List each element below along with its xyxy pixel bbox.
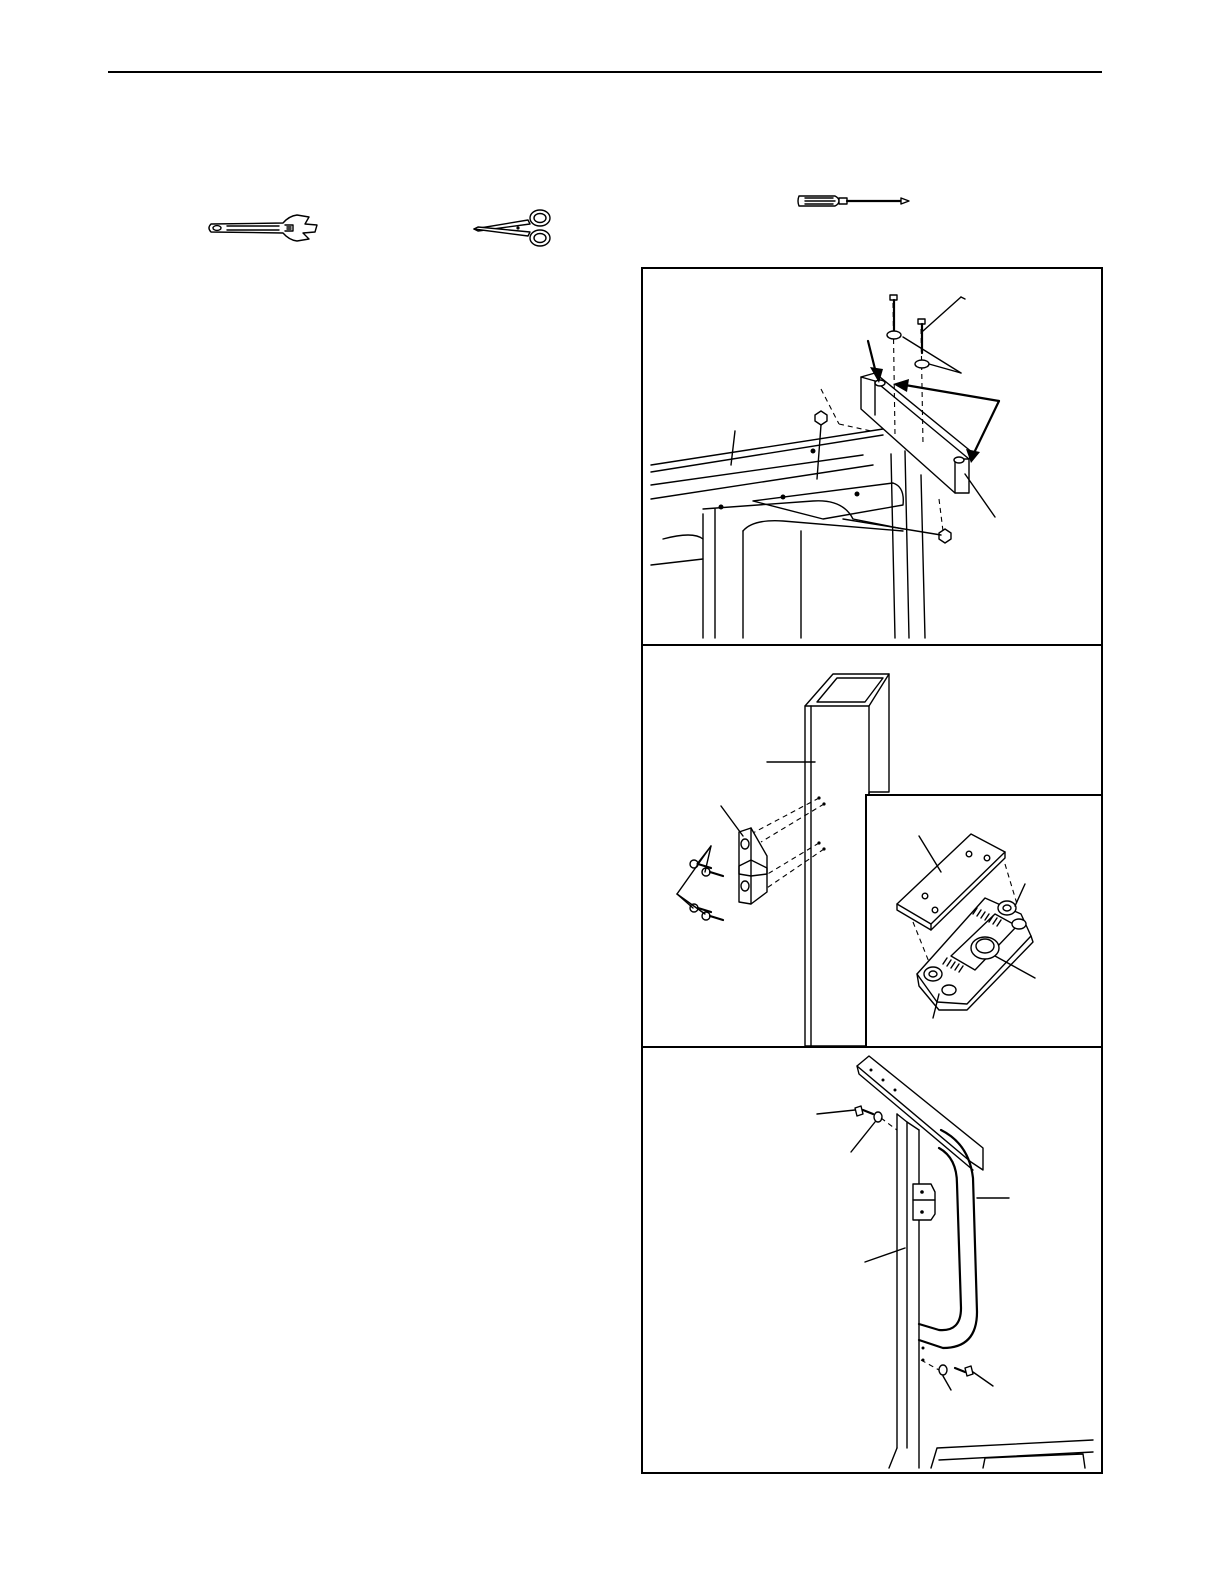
header-rule: [108, 71, 1102, 73]
adjustable-wrench-icon: [205, 212, 320, 246]
crossbar-assembly-figure: [641, 267, 1103, 646]
clip-detail-inset: [865, 794, 1103, 1049]
phillips-screwdriver-icon: [795, 188, 915, 214]
handrail-assembly-figure: [641, 1046, 1103, 1474]
scissors-icon: [470, 208, 555, 248]
